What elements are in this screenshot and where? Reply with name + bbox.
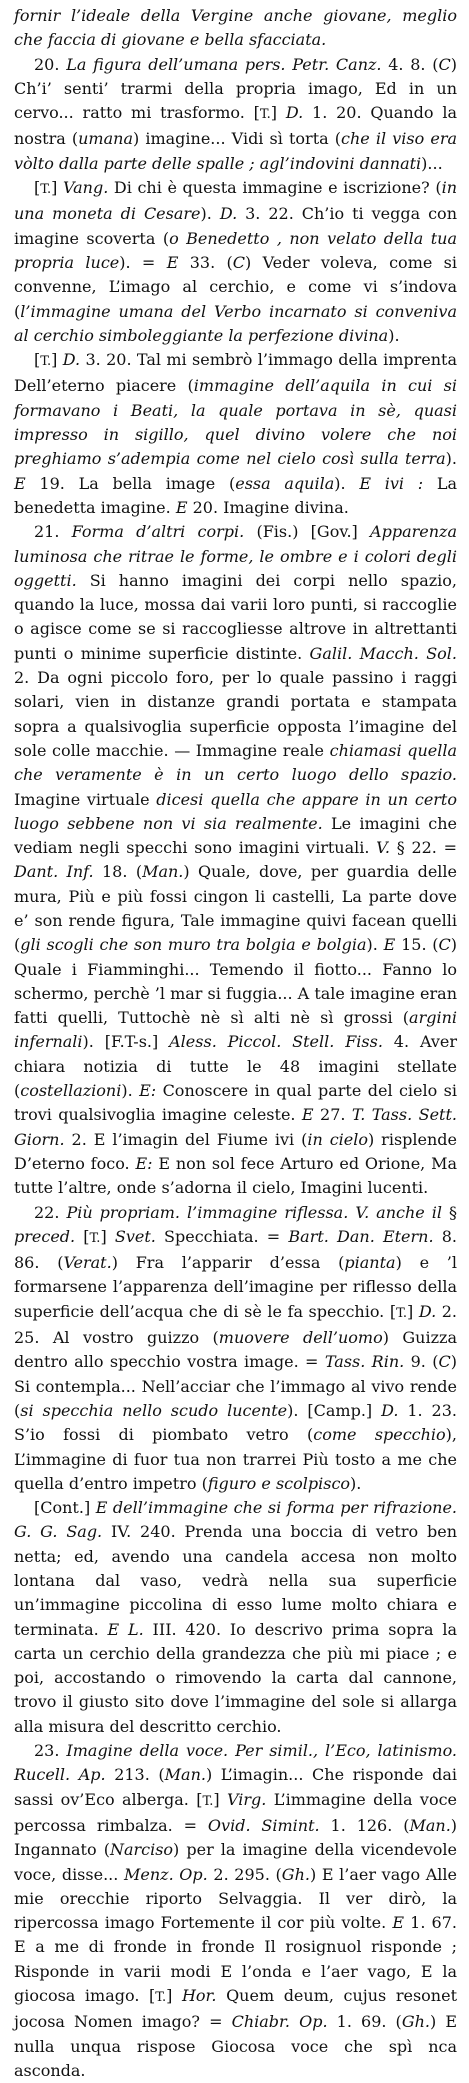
text-run: ). = [119,252,167,272]
text-run: [ [75,1226,90,1246]
text-run: )... [421,153,443,173]
italic-text: V. [376,838,391,858]
text-run: ). [388,325,400,345]
text-run: III. 420. Io descrivo prima sopra la carta un cerchio della grandezza che più mi piace ; e poi, accostando o rimovendo la carta dal cannone, trovo il giusto sito dove l’immagine del sole si allarga alla misura del descritto cerchio. [14,1619,457,1736]
text-run: 19. La bella image ( [25,473,236,493]
entry-paragraph [14,520,457,1200]
italic-text: E ivi : [359,473,424,493]
italic-text: Forma d’altri corpi. [71,522,245,542]
text-run: Si hanno imagini dei corpi nello spazio, quando la luce, mossa dai varii loro punti, si raccoglie o agisce come se si raccogliesse altrove in altrettanti punti o minime superficie distinte. [14,570,457,663]
text-run: 33. ( [178,252,233,272]
text-run: 22. [34,1202,67,1222]
text-run: 4. Aver chiara notizia di tutte le 48 imagini stellate ( [14,1032,458,1101]
text-run: § [442,1202,458,1222]
italic-text: C [232,252,245,272]
italic-text: costellazioni [20,1081,122,1101]
italic-text: E L. [107,1619,144,1639]
italic-text: La figura dell’umana pers. Petr. Canz. [66,54,382,74]
italic-text: Man. [142,862,184,882]
text-run: T. [396,1305,407,1321]
italic-text: Ovid. Simint. [207,1815,320,1835]
italic-text: Hor. [181,1986,217,2006]
italic-text: in una moneta di Cesare [14,178,458,224]
text-run: ] [51,350,63,370]
italic-text: C [438,54,451,74]
italic-text: E [392,1913,405,1933]
text-run: T. [202,1793,214,1809]
italic-text: E [301,1105,314,1125]
text-run: ). [200,204,220,224]
italic-text: Man. [164,1765,206,1785]
text-run: ) imagine... Vidi sì torta ( [132,129,342,149]
italic-text: si specchia nello scudo lucente [20,1400,288,1420]
italic-text: Virg. [227,1789,267,1809]
italic-text: C [438,935,451,955]
italic-text: Imagine della voce. Per simil., l’Eco, latinismo. Rucell. Ap. [14,1741,458,1785]
text-run: ) Si contempla... Nell’acciar che l’immago al vivo rende ( [14,1352,458,1420]
text-run: ), L’immagine di fuor tua non trarrei Più tosto a me che quella d’entro impetro ( [14,1425,457,1493]
text-run: Di chi è questa immagine e iscrizione? ( [108,178,442,198]
text-run: 9. ( [404,1352,439,1372]
text-run: [ [34,350,41,370]
italic-text: E [383,935,396,955]
text-run: 21. [34,522,72,542]
italic-text: D. [418,1301,437,1321]
italic-text: figuro e scolpisco [207,1473,351,1493]
italic-text: Narciso [109,1840,174,1860]
text-run: ) Guizza dentro allo specchio vostra image. = [14,1328,457,1372]
italic-text: D. [381,1400,399,1420]
italic-text: l’immagine umana del Verbo incarnato si conveniva al cerchio simboleggiante la perfezione divina [14,301,457,345]
italic-text: D. [285,103,304,123]
italic-text: E [14,473,26,493]
text-run: ] [166,1986,182,2006]
text-run: 2. Da ogni piccolo foro, per lo quale passino i raggi solari, vien in distanze grandi portata e stampata sopra a qualsivoglia superficie opposta l’imagine del sole colle macchie. — Immagine reale [14,668,457,760]
text-run: ). [350,1473,362,1493]
text-run: ) Ingannato ( [14,1815,458,1860]
text-run: [Cont.] [34,1498,96,1518]
italic-text: E: [139,1081,157,1101]
italic-text: chiamasi quella che veramente è in un certo luogo dello spazio. [14,740,457,785]
italic-text: Chiabr. Op. [231,2012,328,2032]
entry-paragraph [14,176,457,348]
italic-text: Tass. Rin. [324,1352,405,1372]
text-run: § 22. = [390,838,458,858]
entry-paragraph [14,1201,457,1497]
italic-text: E [166,252,179,272]
text-run: ) Quale i Fiamminghi... Temendo il fiotto... Fanno lo schermo, perchè ’l mar si fuggia... A tale imagine eran fatti quelli, Tuttochè nè sì alti nè sì grossi ( [14,935,458,1028]
text-run: ). [121,1081,140,1101]
italic-text: preced. [14,1226,76,1246]
text-run: 3. 20. Tal mi sembrò l’immago della imprenta Dell’eterno piacere ( [14,350,457,396]
text-run: Le imagini che vediam negli specchi sono imagini virtuali. [14,813,457,858]
text-run: 1. 20. Quando la nostra ( [14,103,458,149]
italic-text: o Benedetto , non velato della tua propria luce [14,228,457,272]
text-run: ) per la imagine della vicendevole voce, disse... [14,1840,457,1884]
text-run: ). [F.T-s.] [82,1032,170,1052]
italic-text: argini infernali [14,1008,457,1052]
text-run: ] [51,178,64,198]
text-run: Specchiata. = [155,1226,289,1246]
italic-text: D. [62,350,81,370]
text-run: T. [155,1990,167,2006]
text-run: ] [406,1301,419,1321]
entry-paragraph [14,4,457,53]
italic-text: dicesi quella che appare in un certo luogo sebbene non vi sia realmente. [14,789,457,833]
text-run: 1. 69. ( [327,2012,402,2032]
italic-text: Menz. Op. [123,1864,208,1884]
text-run: [ [34,178,41,198]
text-run: ) L’imagin... Che risponde dai sassi ov’Eco alberga. [ [14,1765,457,1809]
text-run: La benedetta imagine. [14,473,458,517]
italic-text: Verat. [63,1253,112,1273]
text-run: 20. [34,54,67,74]
text-run: ) Quale, dove, per guardia delle mura, Più e più fossi cingon li castelli, La parte dove e’ son rende figura, Tale immagine quivi facean quelli ( [14,862,457,955]
text-run: 15. ( [395,935,439,955]
text-run: ] [270,103,286,123]
italic-text: muovere dell’uomo [218,1328,383,1348]
dictionary-page [14,4,458,2080]
text-run: T. [40,182,52,198]
text-run: 4. 8. ( [381,54,439,74]
italic-text: Vang. [63,178,109,198]
italic-text: Gh. [281,1864,310,1884]
text-run: E non sol fece Arturo ed Orione, Ma tutte l’altre, onde s’adorna il cielo, Imagini lucenti. [14,1153,457,1198]
entry-paragraph [14,1496,457,1739]
italic-text: in cielo [307,1129,368,1149]
text-run: T. [40,354,52,370]
text-run: Quem deum, cujus resonet jocosa Nomen imago? = [14,1986,457,2032]
italic-text: immagine dell’aquila in cui si formavano i Beati, la quale portava in sè, quasi impresso in sigillo, quel divino volere che noi preghiamo s’adempia come nel cielo così sulla terra [14,376,458,469]
text-run: 2. 295. ( [207,1864,282,1884]
entry-paragraph [14,348,457,520]
text-run: 23. [34,1741,67,1761]
text-run: 1. 67. E a me di fronde in fronde Il rosignuol risponde ; Risponde in varii modi E l’onda e l’aer vago, E la giocosa imago. [ [14,1913,457,2006]
italic-text: gli scogli che son muro tra bolgia e bolgia [20,935,367,955]
text-run: ) E l’aer vago Alle mie orecchie riporto Selvaggia. Il ver dirò, la ripercossa imago Fortemente il cor più volte. [14,1864,458,1933]
text-run: Conoscere in qual parte del cielo si trovi qualsivoglia imagine celeste. [14,1081,458,1125]
text-run: ) Fra l’apparir d’essa ( [111,1253,345,1273]
entry-paragraph [14,1739,457,2083]
italic-text: Aless. Piccol. Stell. Fiss. [169,1032,383,1052]
text-run: ). [Camp.] [287,1400,382,1420]
entry-paragraph [14,53,457,176]
text-run: 2. 25. Al vostro guizzo ( [14,1301,457,1348]
italic-text: Galil. Macch. Sol. [309,643,457,663]
italic-text: T. Tass. Sett. Giorn. [14,1105,457,1149]
italic-text: pianta [344,1253,396,1273]
text-run: Imagine virtuale [14,789,157,809]
text-run: 20. Imagine divina. [187,497,349,517]
text-run: ). [445,449,457,469]
italic-text: come specchio [313,1425,446,1445]
italic-text: Bart. Dan. Etern. [288,1226,434,1246]
text-run: ] [100,1226,115,1246]
text-run: T. [259,107,271,123]
italic-text: E: [135,1153,153,1173]
italic-text: essa aquila [235,473,335,493]
text-run: 27. [313,1105,352,1125]
text-run: 1. 23. S’io fossi di piombato vetro ( [14,1400,457,1445]
text-run: ). [366,935,384,955]
text-run: (Fis.) [Gov.] [244,522,371,542]
italic-text: D. [219,204,238,224]
entry-list [14,4,457,2083]
text-run: ) Ch’i’ senti’ trarmi della propria imago, Ed in un cervo... ratto mi trasformo. [ [14,54,458,123]
italic-text: Svet. [114,1226,156,1246]
text-run: IV. 240. Prenda una boccia di vetro ben netta; ed, avendo una candela accesa non molto lontana dal vaso, vedrà nella sua superficie un’immagine piccolina di esso lume molto chiara e terminata. [14,1522,458,1639]
text-run: 2. E l’imagin del Fiume ivi ( [64,1129,308,1149]
italic-text: che il viso era vòlto dalla parte delle spalle ; agl’indovini dannati [14,129,458,173]
text-run: ) risplende D’eterno foco. [14,1129,458,1173]
italic-text: Man. [409,1815,451,1835]
text-run: ) Veder voleva, come si convenne, L’imago al cerchio, e come vi s’indova ( [14,252,458,321]
italic-text: Dant. Inf. [14,862,94,882]
text-run: 8. 86. ( [14,1226,458,1273]
text-run: ) E nulla unqua rispose Giocosa voce che spì nca asconda. [14,2012,458,2080]
italic-text: C [438,1352,451,1372]
italic-text: E dell’immagine che si forma per rifrazione. G. G. Sag. [14,1498,458,1542]
text-run: ). [334,473,360,493]
text-run: 3. 22. Ch’io ti vegga con imagine scoverta ( [14,204,457,248]
italic-text: Apparenza luminosa che ritrae le forme, le ombre e i colori degli oggetti. [14,522,457,590]
text-run: 1. 126. ( [319,1815,410,1835]
italic-text: Più propriam. l’immagine riflessa. V. anche il [66,1202,442,1222]
italic-text: E [175,497,188,517]
text-run: 18. ( [93,862,143,882]
italic-text: Gh. [401,2012,430,2032]
italic-text: umana [78,129,133,149]
text-run: ] [213,1789,227,1809]
text-run: 213. ( [105,1765,165,1785]
italic-text: fornir l’ideale della Vergine anche giovane, meglio che faccia di giovane e bella sfacciata. [14,6,457,50]
text-run: ) e ’l formarsene l’apparenza dell’imagine per riflesso della superficie dell’acqua che di sè le fa specchio. [ [14,1253,457,1321]
text-run: T. [89,1230,101,1246]
text-run: L’immagine della voce percossa rimbalza. = [14,1789,458,1835]
